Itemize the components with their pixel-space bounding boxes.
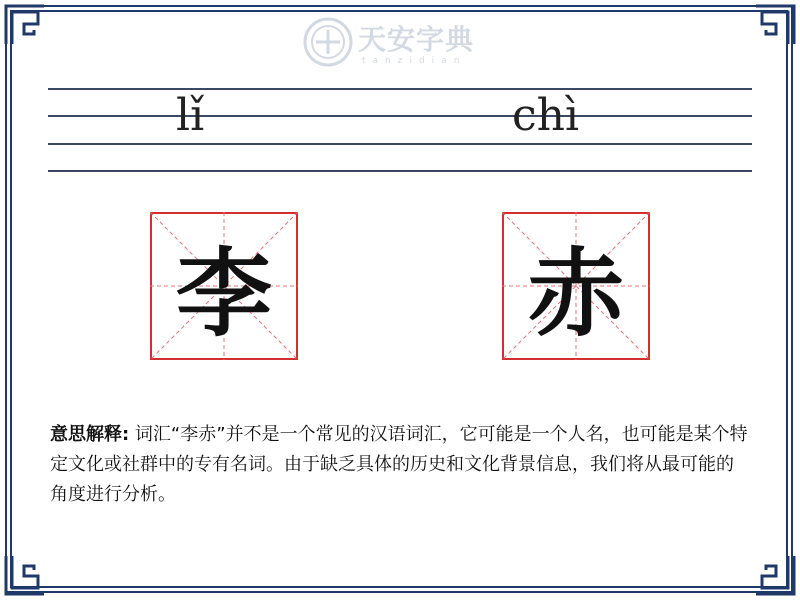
logo-subtitle: tanzidian (362, 56, 467, 66)
character-chi: 赤 (528, 237, 624, 350)
character-li: 李 (176, 237, 272, 350)
staff-line (48, 143, 752, 145)
logo-title: 天安字典 (358, 23, 475, 56)
meaning-text: 词汇“李赤”并不是一个常见的汉语词汇，它可能是一个人名，也可能是某个特定文化或社群中的专有名词。由于缺乏具体的历史和文化背景信息，我们将从最可能的角度进行分析。 (50, 424, 748, 505)
site-logo (300, 14, 500, 72)
corner-ornament-bottom-right (754, 554, 796, 596)
corner-ornament-top-left (4, 4, 46, 46)
pinyin-li: lǐ (176, 90, 205, 141)
staff-line (48, 170, 752, 172)
staff-line (48, 88, 752, 90)
character-grid-li (150, 212, 298, 360)
corner-ornament-top-right (754, 4, 796, 46)
pinyin-staff (48, 88, 752, 174)
character-grid-chi (502, 212, 650, 360)
logo-seal-icon (302, 16, 354, 68)
meaning-label: 意思解释: (50, 424, 130, 445)
corner-ornament-bottom-left (4, 554, 46, 596)
staff-line (48, 115, 752, 117)
pinyin-chi: chì (512, 90, 580, 141)
meaning-paragraph (50, 420, 750, 510)
